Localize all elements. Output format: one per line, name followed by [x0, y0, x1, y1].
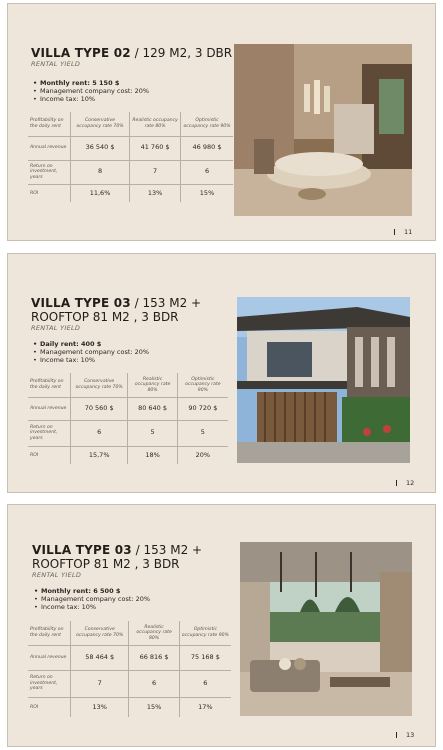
table-row [28, 697, 231, 717]
table-cell: 15% [129, 697, 179, 717]
bullet-income-tax: • Income tax: 10% [40, 95, 149, 103]
bullet-list [33, 340, 149, 364]
table-header: Conservative occupancy rate 70% [71, 112, 130, 136]
table-cell: 80 640 $ [128, 397, 177, 420]
table-cell: 17% [198, 702, 213, 711]
table-cell: 46 980 $ [181, 136, 233, 160]
slide-title: VILLA TYPE 03 / 153 M2 + ROOFTOP 81 M2 , 3 BDR [32, 543, 203, 571]
row-label: ROI [28, 184, 71, 202]
exterior-photo [237, 297, 410, 463]
table-cell: 5 [177, 420, 228, 446]
table-cell: 8 [71, 160, 130, 184]
table-header: Optimistic occupancy rate 90% [181, 112, 233, 136]
page-number: 11 [394, 228, 412, 236]
table-cell: 13% [71, 697, 129, 717]
table-cell: 41 760 $ [130, 136, 181, 160]
bullet-list [33, 79, 149, 103]
table-cell: 58 464 $ [71, 645, 129, 670]
table-header: Optimistic occupancy rate 90% [179, 621, 231, 645]
slide-villa-type-03-monthly [7, 504, 436, 747]
table-header: Profitability on the daily rent [28, 112, 71, 136]
slide-title: VILLA TYPE 02 / 129 M2, 3 DBR [31, 46, 233, 60]
bullet-rent: • Monthly rent: 5 150 $ [40, 79, 149, 87]
row-label: Return on investment, years [28, 160, 71, 184]
row-label: ROI [28, 697, 71, 717]
table-header: Realistic occupancy rate 80% [130, 112, 181, 136]
table-header: Conservative occupancy rate 70% [71, 373, 128, 397]
table-cell: 15,7% [71, 446, 128, 464]
row-label: Annual revenue [28, 397, 71, 420]
table-row [28, 397, 228, 420]
table-header: Profitability on the daily rent [28, 373, 71, 397]
table-header: Optimistic occupancy rate 90% [177, 373, 228, 397]
table-row [28, 645, 231, 670]
yield-table [28, 112, 233, 202]
interior-photo [240, 542, 412, 716]
table-row [28, 420, 228, 446]
table-cell: 6 [181, 160, 233, 184]
yield-table [28, 621, 231, 717]
table-header: Realistic occupancy rate 80% [128, 373, 177, 397]
table-header: Realistic occupancy rate 80% [129, 621, 179, 645]
row-label: Annual revenue [28, 136, 71, 160]
slide-title: VILLA TYPE 03 / 153 M2 + ROOFTOP 81 M2 , 3 BDR [31, 296, 202, 324]
page-number: 13 [396, 731, 414, 739]
table-header: Profitability on the daily rent [28, 621, 71, 645]
table-cell: 6 [71, 420, 128, 446]
bullet-list [34, 587, 150, 611]
table-cell: 5 [128, 420, 177, 446]
bullet-management-cost: • Management company cost: 20% [40, 348, 149, 356]
table-cell: 11,6% [71, 184, 130, 202]
table-cell: 75 168 $ [179, 645, 231, 670]
bullet-management-cost: • Management company cost: 20% [41, 595, 150, 603]
slide-villa-type-03-daily [7, 253, 436, 493]
table-cell: 90 720 $ [177, 397, 228, 420]
table-row [28, 184, 233, 202]
slide-villa-type-02 [7, 3, 436, 241]
table-row [28, 446, 228, 464]
table-cell: 15% [199, 188, 215, 197]
table-cell: 36 540 $ [71, 136, 130, 160]
table-row [28, 136, 233, 160]
table-cell: 70 560 $ [71, 397, 128, 420]
table-cell: 66 816 $ [129, 645, 179, 670]
slide-subtitle: RENTAL YIELD [31, 324, 81, 332]
table-row [28, 160, 233, 184]
table-cell: 7 [130, 160, 181, 184]
row-label: ROI [28, 446, 71, 464]
slide-subtitle: RENTAL YIELD [31, 60, 81, 68]
table-cell: 13% [130, 184, 181, 202]
bullet-rent: • Monthly rent: 6 500 $ [41, 587, 150, 595]
table-header: Conservative occupancy rate 70% [71, 621, 129, 645]
table-cell: 20% [195, 450, 211, 459]
table-row [28, 670, 231, 697]
table-cell: 18% [128, 446, 177, 464]
yield-table [28, 373, 228, 464]
table-cell: 7 [71, 670, 129, 697]
bullet-rent: • Daily rent: 400 $ [40, 340, 149, 348]
row-label: Annual revenue [28, 645, 71, 670]
table-cell: 6 [179, 670, 231, 697]
page-number: 12 [396, 479, 414, 487]
table-cell: 6 [129, 670, 179, 697]
interior-photo [234, 44, 412, 216]
row-label: Return on investment, years [28, 420, 71, 446]
bullet-income-tax: • Income tax: 10% [41, 603, 150, 611]
slide-subtitle: RENTAL YIELD [32, 571, 82, 579]
row-label: Return on investment, years [28, 670, 71, 697]
bullet-income-tax: • Income tax: 10% [40, 356, 149, 364]
bullet-management-cost: • Management company cost: 20% [40, 87, 149, 95]
